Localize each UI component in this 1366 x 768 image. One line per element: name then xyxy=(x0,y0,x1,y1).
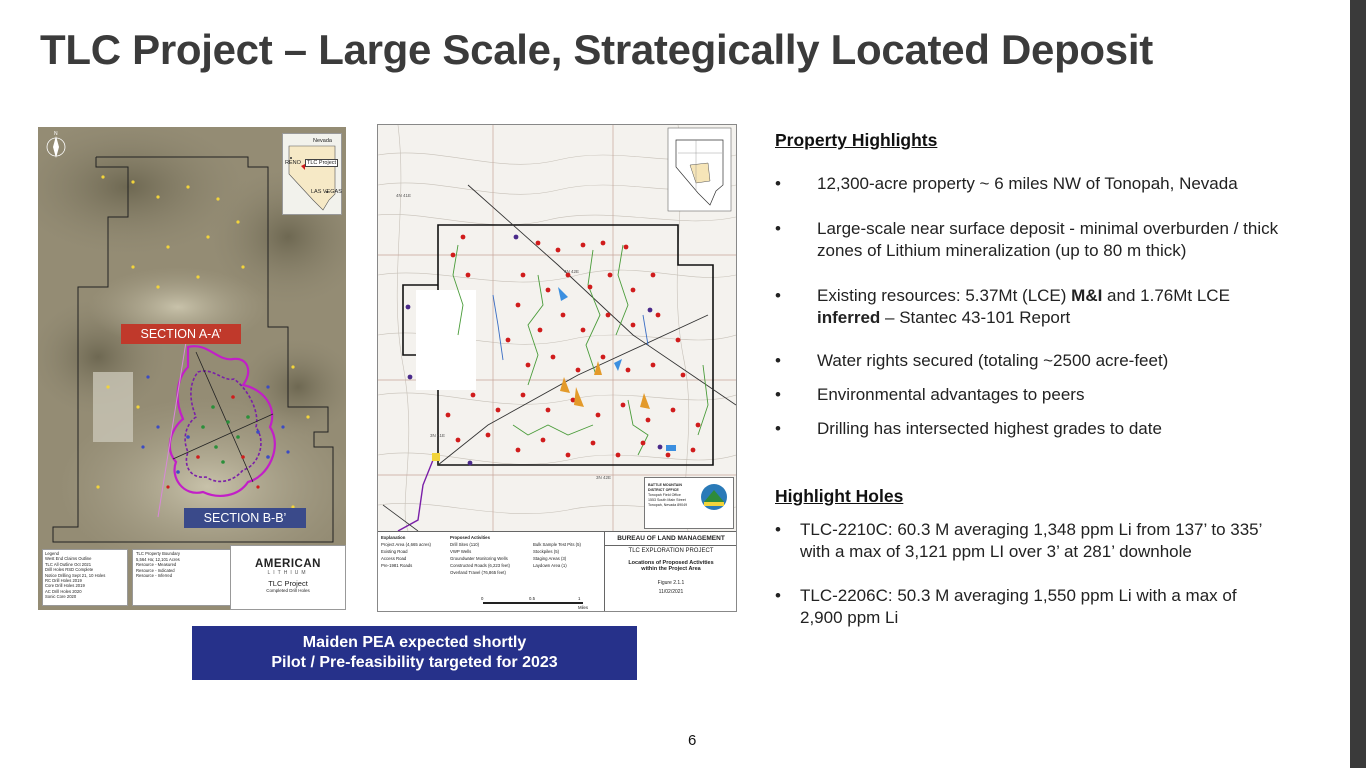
legend-item: Bulk Sample Test Pits (5) xyxy=(533,542,581,547)
boundary-item: TLC Property Boundary xyxy=(136,551,180,556)
scale-label: 1 xyxy=(578,596,581,601)
legend-item: Constructed Roads (6,223 feet) xyxy=(450,563,510,568)
figure-title-line: Locations of Proposed Activities xyxy=(628,560,714,566)
scale-label: 0.5 xyxy=(529,596,535,601)
topographic-map xyxy=(377,124,737,612)
inset-lasvegas-label: LAS VEGAS xyxy=(311,189,342,195)
legend-item: Groundwater Monitoring Wells xyxy=(450,556,508,561)
boundary-item: Resource - Inferred xyxy=(136,573,173,579)
page-number: 6 xyxy=(688,732,697,749)
highlight-holes-heading: Highlight Holes xyxy=(775,486,904,506)
township-label: 4N 42E xyxy=(564,269,580,274)
brand-holes: Completed Drill Holes xyxy=(266,588,310,593)
inset-reno-label: RENO xyxy=(285,160,301,166)
office-line: Tonopah, Nevada 89049 xyxy=(648,503,688,507)
legend-title: Legend xyxy=(45,551,59,556)
satellite-map xyxy=(38,127,346,610)
topographic-legend xyxy=(378,531,604,612)
figure-title-line: within the Project Area xyxy=(641,566,701,572)
section-b-label: SECTION B-B’ xyxy=(184,508,306,528)
figure-title-block xyxy=(604,531,737,612)
legend-item: Drill Holes RSD Complete xyxy=(45,567,94,573)
boundary-item: Resource - Measured xyxy=(136,562,177,568)
legend-heading: Explanation xyxy=(381,535,406,540)
american-lithium-logo xyxy=(230,545,346,610)
office-line: Tonopah Field Office xyxy=(648,493,681,497)
legend-item: Sonic Core 2020 xyxy=(45,594,77,600)
window-edge xyxy=(1350,0,1366,768)
office-line: DISTRICT OFFICE xyxy=(648,488,679,492)
scale-label: 0 xyxy=(481,596,484,601)
figure-date: 11/02/2021 xyxy=(658,589,684,595)
legend-item: Overland Travel (76,865 feet) xyxy=(450,570,506,575)
brand-project: TLC Project xyxy=(268,579,308,588)
boundary-item: 5,564 Ha; 12,101 Acres xyxy=(136,556,180,562)
svg-text:N: N xyxy=(54,131,58,137)
pea-banner xyxy=(192,626,637,680)
legend-item: Notice Drilling Sept 21, 10 Holes xyxy=(45,572,106,578)
legend-item: RC Drill Holes 2019 xyxy=(45,578,82,584)
legend-item: VWP Wells xyxy=(450,549,472,554)
satellite-legend xyxy=(42,549,128,606)
inset-project-label: TLC Project xyxy=(307,160,337,166)
legend-item: Stockpiles (5) xyxy=(533,549,560,554)
legend-heading: Proposed Activities xyxy=(450,535,490,540)
legend-item: Project Area (4,665 acres) xyxy=(381,542,431,547)
legend-item: West End Claims Outline xyxy=(45,556,92,562)
blm-office-block xyxy=(644,477,734,529)
figure-number: Figure 2.1.1 xyxy=(657,580,685,586)
township-label: 3N 41E xyxy=(430,433,446,438)
project-name: TLC EXPLORATION PROJECT xyxy=(605,545,737,554)
legend-item: Staging Areas (3) xyxy=(533,556,567,561)
inset-state-label: Nevada xyxy=(313,138,332,144)
boundary-item: Resource - Indicated xyxy=(136,567,175,573)
nevada-inset-map xyxy=(282,133,342,215)
brand-name: AMERICAN xyxy=(255,558,321,570)
office-line: 1553 South Main Street xyxy=(648,498,686,502)
legend-item: Laydown Area (1) xyxy=(533,563,567,568)
banner-line: Maiden PEA expected shortly xyxy=(302,634,527,651)
slide-title: TLC Project – Large Scale, Strategically Located Deposit xyxy=(40,26,1153,73)
legend-item: Core Drill Holes 2019 xyxy=(45,583,85,589)
banner-line: Pilot / Pre-feasibility targeted for 2023 xyxy=(271,654,558,671)
topographic-map-graphic xyxy=(378,125,736,531)
brand-sub: LITHIUM xyxy=(267,570,309,576)
property-highlights-heading: Property Highlights xyxy=(775,130,938,150)
legend-item: AC Drill Holes 2020 xyxy=(45,588,82,594)
township-label: 3N 42E xyxy=(596,475,612,480)
township-label: 4N 41E xyxy=(396,193,412,198)
legend-item: Access Road xyxy=(381,556,407,561)
legend-item: TLC All Outline Oct 2021 xyxy=(45,561,92,567)
agency-name: BUREAU OF LAND MANAGEMENT xyxy=(617,535,725,542)
slide: TLC Project – Large Scale, Strategically Located Deposit N Nevada RENO TLC Project LAS VEGAS SECTION A-A’ SECTION B-B’ Legend West End Claims Outline TLC All Outline Oct 2021 Drill Holes RSD Complete Notice Drilling Sept 21, 10 Holes RC Drill Holes 2019 Core Drill Holes 2019 AC Drill Holes 2020 Sonic Core 2020 TLC Property Boundary 5,564 Ha; 12,101 Acres Resource - Measured Resource - Indicated Resource - Inferred AMERICAN LITHIUM TLC Project Completed Drill Holes 4N 41E 4N 42E 3N 41E 3N 42E BATTLE MOUNTAIN DISTRICT OFFICE Tonopah Field Office 1553 South Main Street Tonopah, Nevada 89049 Explanation Project Area (4,665 acres) Existing Road Access Road Pre-1981 Roads Proposed Activities Drill Sites (110) VWP Wells Groundwater Monitoring Wells Constructed Roads (6,223 feet) Overland Travel (76,865 feet) Bulk Sample Test Pits (5) Stockpiles (5) Staging Areas (3) Laydown Area (1) 0 0.5 1 Miles BUREAU OF LAND MANAGEMENT TLC EXPLORATION PROJECT Locations of Proposed Activities within the Project Area Figure 2.1.1 11/02/2021 Property Highlights • 12,300-acre property ~ 6 miles NW of Tonopah, Nevada • Large-scale near surface deposit - minimal overburden / thick zones of Lithium mineralization (up to 80 m thick) • Existing resources: 5.37Mt (LCE) M&I and 1.76Mt LCE inferred – Stantec 43-101 Report • Water rights secured (totaling ~2500 acre-feet) • Environmental advantages to peers • Drilling has intersected highest grades to date Highlight Holes • TLC-2210C: 60.3 M averaging 1,348 ppm Li from 137’ to 335’ with a max of 3,121 ppm LI over 3’ at 281’ downhole • TLC-2206C: 50.3 M averaging 1,550 ppm Li with a max of 2,900 ppm Li Maiden PEA expected shortly Pilot / Pre-feasibility targeted for 2023 6 xyxy=(0,0,1350,768)
legend-item: Drill Sites (110) xyxy=(450,542,480,547)
property-boundary-legend xyxy=(132,549,232,606)
office-line: BATTLE MOUNTAIN xyxy=(648,483,683,487)
legend-item: Pre-1981 Roads xyxy=(381,563,413,568)
scale-label: Miles xyxy=(578,605,589,610)
legend-item: Existing Road xyxy=(381,549,408,554)
section-a-label: SECTION A-A’ xyxy=(121,324,241,344)
scale-bar xyxy=(483,602,583,604)
